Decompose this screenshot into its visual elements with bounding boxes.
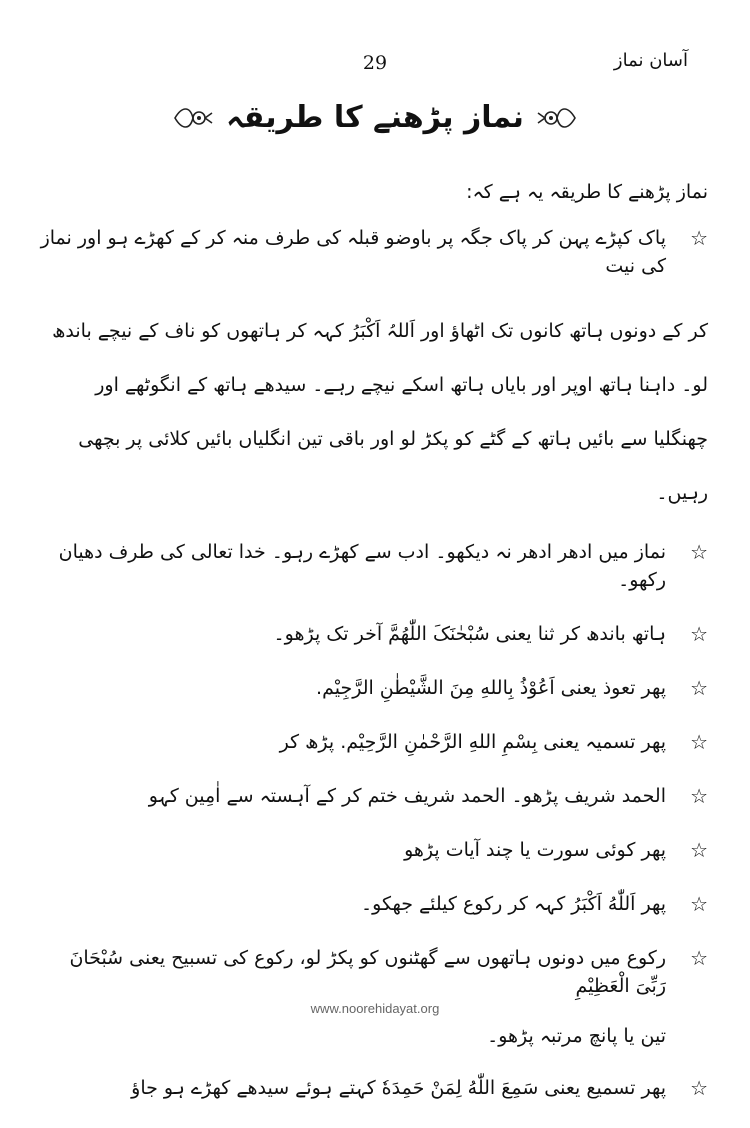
item-text: پھر کوئی سورت یا چند آیات پڑھو: [404, 839, 666, 861]
item-text-continued: تین یا پانچ مرتبہ پڑھو۔: [487, 1025, 666, 1047]
star-bullet-icon: ☆: [690, 540, 708, 564]
list-item: [40, 728, 708, 756]
list-item: [40, 944, 708, 1050]
chapter-title: نماز پڑھنے کا طریقہ: [226, 100, 524, 135]
page-number: 29: [362, 52, 388, 74]
item-text-continued: کر کے دونوں ہاتھ کانوں تک اٹھاؤ اور اَللہُ اَکْبَرُ کہہ کر ہاتھوں کو ناف کے نیچے باندھ لو۔ داہنا ہاتھ اوپر اور بایاں ہاتھ اسکے نیچے رہے۔ سیدھے ہاتھ کے انگوٹھے اور چھنگلیا سے بائیں ہاتھ کے گٹے کو پکڑ لو اور باقی تین انگلیاں بائیں کلائی پر بچھی رہیں۔: [52, 320, 708, 504]
star-bullet-icon: ☆: [690, 226, 708, 250]
star-bullet-icon: ☆: [690, 784, 708, 808]
footer-url: www.noorehidayat.org: [310, 1001, 440, 1016]
item-text: پھر تسمیہ یعنی بِسْمِ اللهِ الرَّحْمٰنِ الرَّحِیْم. پڑھ کر: [279, 731, 666, 753]
list-item: [40, 674, 708, 702]
star-bullet-icon: ☆: [690, 676, 708, 700]
list-item: [40, 224, 708, 520]
page-body: [40, 178, 708, 1128]
chapter-heading: [0, 100, 750, 135]
list-item: [40, 1074, 708, 1102]
item-text: پھر تعوذ یعنی اَعُوْذُ بِاللهِ مِنَ الشَّیْطٰنِ الرَّجِیْم.: [316, 677, 666, 699]
list-item: [40, 836, 708, 864]
item-text: الحمد شریف پڑھو۔ الحمد شریف ختم کر کے آہستہ سے اٰمِین کہو: [148, 785, 666, 807]
star-bullet-icon: ☆: [690, 892, 708, 916]
star-bullet-icon: ☆: [690, 838, 708, 862]
list-item: [40, 620, 708, 648]
star-bullet-icon: ☆: [690, 622, 708, 646]
book-title: آسان نماز: [613, 50, 688, 71]
star-bullet-icon: ☆: [690, 730, 708, 754]
item-text: ہاتھ باندھ کر ثنا یعنی سُبْحٰنَکَ اللّٰھُمَّ آخر تک پڑھو۔: [273, 623, 666, 645]
item-text: نماز میں ادھر ادھر نہ دیکھو۔ ادب سے کھڑے رہو۔ خدا تعالی کی طرف دھیان رکھو۔: [58, 541, 666, 591]
intro-line: نماز پڑھنے کا طریقہ یہ ہے کہ:: [466, 181, 708, 203]
flower-ornament-icon: [172, 101, 214, 135]
list-item: [40, 538, 708, 594]
item-text: پھر تسمیع یعنی سَمِعَ اللّٰهُ لِمَنْ حَمِدَهٗ کہتے ہوئے سیدھے کھڑے ہو جاؤ: [131, 1077, 666, 1099]
flower-ornament-icon: [536, 101, 578, 135]
item-text: پاک کپڑے پہن کر پاک جگہ پر باوضو قبلہ کی طرف منہ کر کے کھڑے ہو اور نماز کی نیت: [40, 227, 666, 277]
item-text: رکوع میں دونوں ہاتھوں سے گھٹنوں کو پکڑ لو، رکوع کی تسبیح یعنی سُبْحَانَ رَبِّیَ الْعَظِیْمِ: [69, 947, 666, 997]
list-item: [40, 782, 708, 810]
star-bullet-icon: ☆: [690, 946, 708, 970]
item-text: پھر اَللّٰهُ اَکْبَرُ کہہ کر رکوع کیلئے جھکو۔: [361, 893, 666, 915]
star-bullet-icon: ☆: [690, 1076, 708, 1100]
list-item: [40, 890, 708, 918]
